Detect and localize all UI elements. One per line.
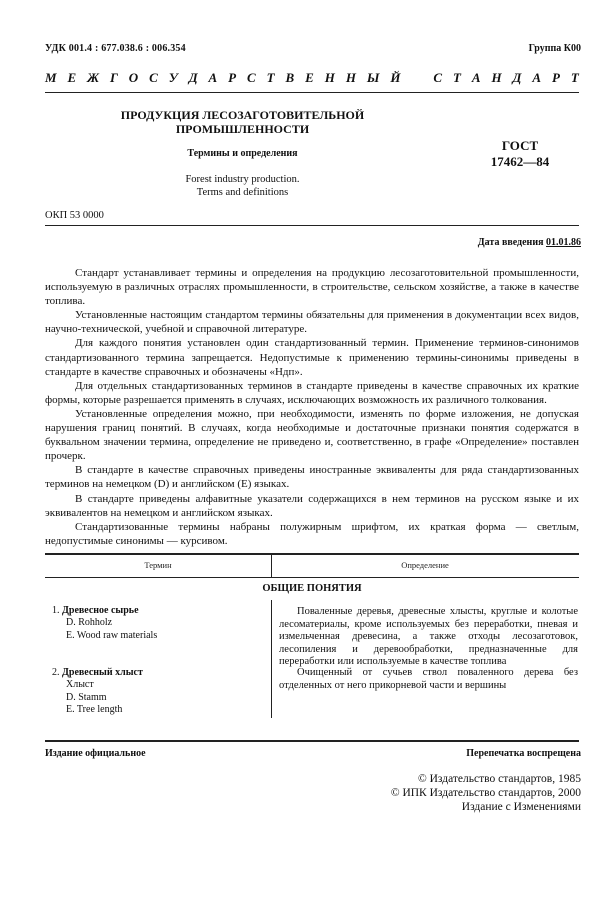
term-heading (52, 667, 267, 679)
definition-text: Очищенный от сучьев ствол поваленного дерева без отделенных от него прикорневой части и вершины (279, 667, 578, 691)
title-line-1: ПРОДУКЦИЯ ЛЕСОЗАГОТОВИТЕЛЬНОЙ (120, 108, 365, 122)
section-heading: ОБЩИЕ ПОНЯТИЯ (262, 583, 362, 594)
header-column-divider (271, 553, 272, 577)
official-edition-label: Издание официальное (45, 748, 146, 759)
banner-letter: А (471, 70, 481, 85)
udk-code: УДК 001.4 : 677.038.6 : 006.354 (45, 43, 186, 54)
paragraph: В стандарте в качестве справочных приведены иностранные эквиваленты для ряда стандартизованных терминов на немецком (D) и английском (E) языках. (45, 464, 579, 491)
paragraph: Установленные определения можно, при необходимости, изменять по форме изложения, не допуская нарушения границ понятий. В случаях, когда необходимые и достаточные признаки понятия содержатся в буквальном значении термина, определение не приведено и, соответственно, в графе «Определение» поставлен прочерк. (45, 407, 579, 463)
banner-letter: В (285, 70, 295, 85)
title-line-2: ПРОМЫШЛЕННОСТИ (175, 122, 310, 136)
banner-letter: Е (305, 70, 314, 85)
table-row-term (52, 605, 267, 642)
banner-letter: У (168, 70, 178, 85)
banner-letter: С (247, 70, 256, 85)
banner-letter: Т (452, 70, 461, 85)
table-row-definition (279, 667, 578, 692)
banner-letter: Н (491, 70, 502, 85)
table-row-definition (279, 606, 578, 669)
copyright-line-2: © ИПК Издательство стандартов, 2000 (390, 787, 581, 799)
banner-letter: Е (67, 70, 77, 85)
column-header-definition: Определение (401, 560, 449, 570)
banner-letter: О (128, 70, 139, 85)
banner-letter: Т (266, 70, 275, 85)
copyright-line-1: © Издательство стандартов, 1985 (417, 773, 581, 785)
table-row-term (52, 667, 267, 717)
effective-date-label: Дата введения (477, 237, 544, 248)
effective-date (478, 237, 581, 248)
document-subtitle: Термины и определения (187, 148, 298, 159)
banner-letter: Д (188, 70, 198, 85)
paragraph: Установленные настоящим стандартом термины обязательны для применения в документации всех видов, научно-технической, учебной и справочной литературе. (45, 309, 579, 336)
english-title-line-2: Terms and definitions (196, 187, 289, 198)
term-number: 2. (52, 667, 60, 678)
term-name: Древесный хлыст (62, 667, 143, 678)
banner-letter: Н (324, 70, 335, 85)
banner-letter: М (45, 70, 57, 85)
interstate-standard-banner (45, 70, 579, 86)
gost-label: ГОСТ (501, 138, 539, 153)
definition-text: Поваленные деревья, древесные хлысты, круглые и колотые лесоматериалы, кроме используемых без переработки, пневая и измельченная древесина, а также отходы лесозаготовок, лесопиления и деревообработки, предназначенные для переработки или используемые в качестве топлива (279, 606, 578, 668)
term-short-form: Хлыст (66, 679, 94, 691)
banner-letter: Й (390, 70, 401, 85)
banner-letter: Ы (366, 70, 380, 85)
banner-letter: Г (109, 70, 118, 85)
gost-number (460, 138, 580, 170)
copyright-block (391, 772, 581, 814)
banner-letter: Н (345, 70, 356, 85)
okp-rule (45, 225, 579, 226)
edition-note: Издание с Изменениями (461, 801, 581, 813)
term-number: 1. (52, 605, 60, 616)
term-heading (52, 605, 267, 617)
introduction-text (45, 266, 579, 548)
column-header-term: Термин (144, 560, 172, 570)
banner-letter: С (433, 70, 443, 85)
group-code: Группа К00 (528, 43, 581, 54)
banner-letter: Р (551, 70, 560, 85)
term-equivalent: E. Wood raw materials (66, 629, 158, 641)
english-title-line-1: Forest industry production. (185, 174, 300, 185)
banner-letter: С (149, 70, 158, 85)
gost-code: 17462—84 (490, 154, 550, 169)
banner-letter: А (532, 70, 542, 85)
banner-letter: Ж (87, 70, 100, 85)
paragraph: В стандарте приведены алфавитные указатели содержащихся в нем терминов на русском языке и их эквивалентов на немецком и английском языках. (45, 492, 579, 519)
paragraph: Для каждого понятия установлен один стандартизованный термин. Применение терминов-синонимов стандартизованного термина запрещается. Недопустимые к применению термины-синонимы приведены в стандарте в качестве справочных и обозначены «Ндп». (45, 337, 579, 378)
banner-letter: Р (228, 70, 237, 85)
effective-date-value: 01.01.86 (546, 237, 581, 248)
banner-letter: Т (570, 70, 579, 85)
term-equivalent: D. Rohholz (66, 617, 113, 629)
term-equivalent: E. Tree length (66, 704, 123, 716)
table-header-rule (45, 577, 579, 578)
banner-rule (45, 92, 579, 93)
paragraph: Стандартизованные термины набраны полужирным шрифтом, их краткая форма — светлым, недопустимые синонимы — курсивом. (45, 520, 579, 547)
term-equivalent: D. Stamm (66, 691, 107, 703)
banner-letter: Д (512, 70, 522, 85)
table-top-rule (45, 553, 579, 555)
table-column-divider (271, 600, 272, 718)
banner-letter: А (208, 70, 218, 85)
document-title (90, 108, 395, 136)
english-title (90, 173, 395, 199)
paragraph: Для отдельных стандартизованных терминов в стандарте приведены в качестве справочных их краткие формы, которые разрешается применять в случаях, исключающих возможность их различного толкования. (45, 379, 579, 406)
reprint-prohibited-label: Перепечатка воспрещена (466, 748, 581, 759)
paragraph: Стандарт устанавливает термины и определения на продукцию лесозаготовительной промышленности, используемую в различных отраслях промышленности, в строительстве, сельском хозяйстве, а также в качестве топлива. (45, 267, 579, 308)
okp-code: ОКП 53 0000 (45, 210, 104, 221)
term-name: Древесное сырье (62, 605, 139, 616)
footer-rule (45, 740, 579, 742)
